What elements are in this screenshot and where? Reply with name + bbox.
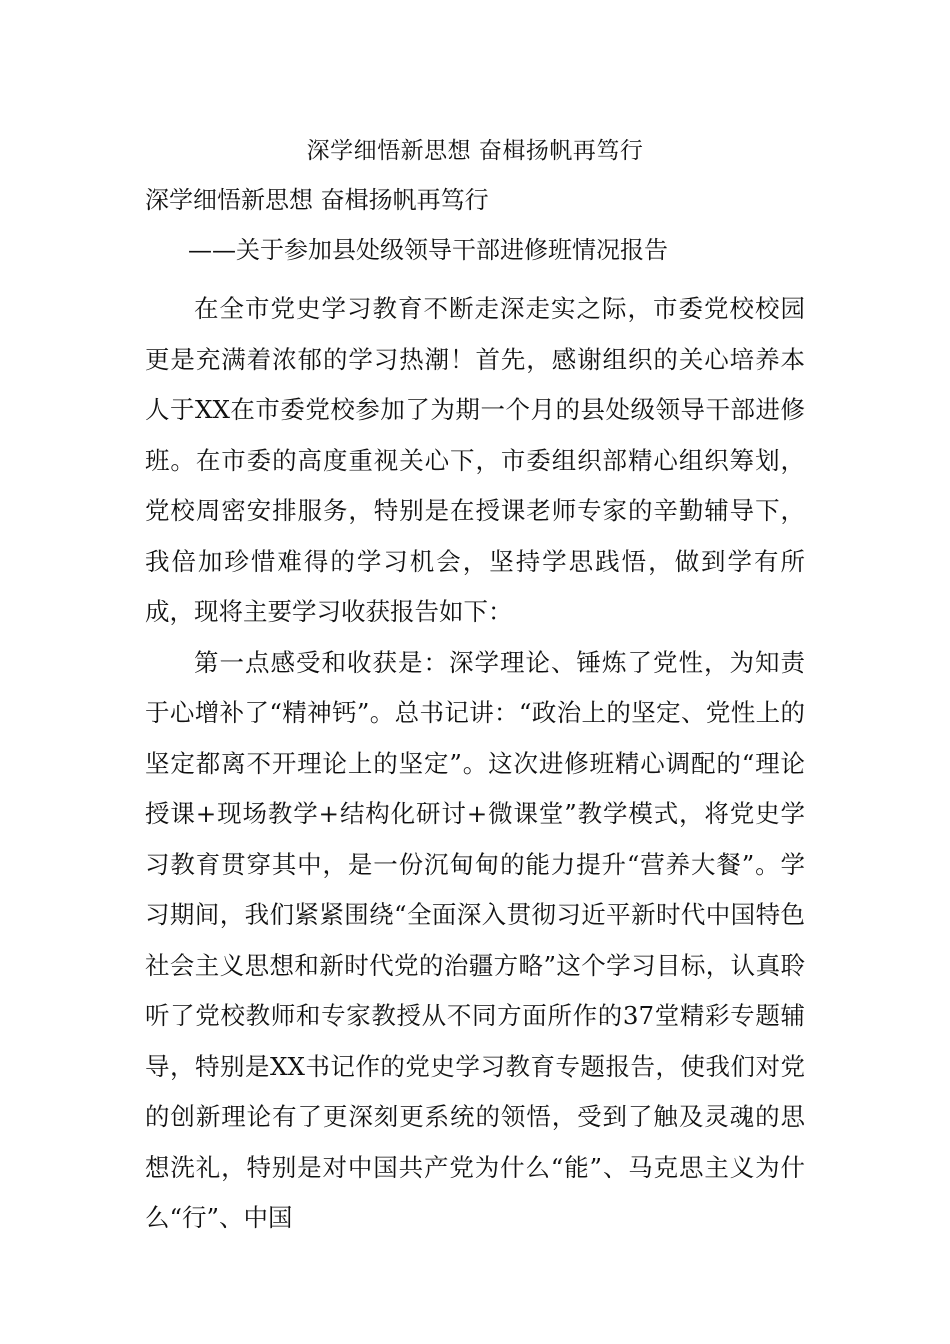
document-report-line: ——关于参加县处级领导干部进修班情况报告	[188, 236, 668, 264]
paragraph-first-point: 第一点感受和收获是：深学理论、锤炼了党性，为知责于心增补了“精神钙”。总书记讲：“政治上的坚定、党性上的坚定都离不开理论上的坚定”。这次进修班精心调配的“理论授课+现场教学+结构化研讨+微课堂”教学模式，将党史学习教育贯穿其中，是一份沉甸甸的能力提升“营养大餐”。学习期间，我们紧紧围绕“全面深入贯彻习近平新时代中国特色社会主义思想和新时代党的治疆方略”这个学习目标，认真聆听了党校教师和专家教授从不同方面所作的37堂精彩专题辅导，特别是XX书记作的党史学习教育专题报告，使我们对党的创新理论有了更深刻更系统的领悟，受到了触及灵魂的思想洗礼，特别是对中国共产党为什么“能”、马克思主义为什么“行”、中国	[145, 647, 805, 1232]
paragraph-intro: 在全市党史学习教育不断走深走实之际，市委党校校园更是充满着浓郁的学习热潮！首先，感谢组织的关心培养本人于XX在市委党校参加了为期一个月的县处级领导干部进修班。在市委的高度重视关心下，市委组织部精心组织筹划，党校周密安排服务，特别是在授课老师专家的辛勤辅导下，我倍加珍惜难得的学习机会，坚持学思践悟，做到学有所成，现将主要学习收获报告如下：	[145, 294, 805, 626]
document-subtitle: 深学细悟新思想 奋楫扬帆再笃行	[145, 186, 489, 214]
document-title: 深学细悟新思想 奋楫扬帆再笃行	[306, 138, 644, 164]
document-body	[145, 284, 805, 1244]
